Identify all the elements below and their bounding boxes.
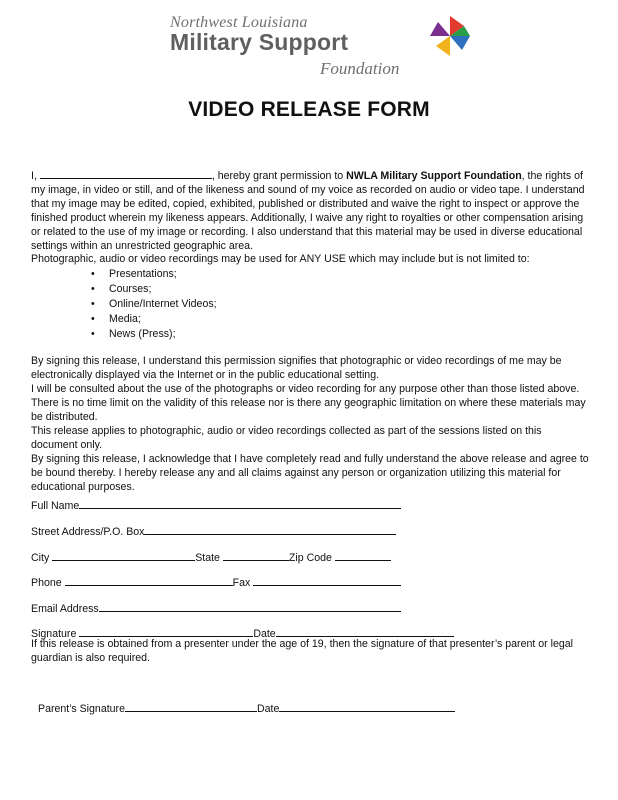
intro-paragraph: I, , hereby grant permission to NWLA Military Support Foundation, the rights of my image, in video or still, and of the likeness and sound of my voice as recorded on audio or video tape. I understand that my image may be edited, copied, exhibited, published or distributed and waive the right to inspect or approve the finished product wherein my likeness appears. Additionally, I waive any right to royalties or other compensation arising or related to the use of my image or recording. I also understand that this material may be used in diverse educational settings within an unrestricted geographic area. [31,170,585,252]
release-body [31,168,589,494]
pinwheel-blade-blue [450,36,470,50]
full-name-row [31,498,401,512]
pinwheel-blade-purple [430,22,450,36]
city-label: City [31,552,50,564]
list-item: • Media; [91,312,589,327]
state-label: State [195,552,220,564]
pinwheel-blade-yellow [436,36,450,56]
full-name-field[interactable] [79,498,401,509]
state-field[interactable] [223,550,289,561]
parent-signature-field[interactable] [125,701,257,712]
participant-name-blank[interactable] [40,168,212,179]
list-item: • Presentations; [91,267,589,282]
street-row [31,524,396,538]
signature-label: Signature [31,628,77,640]
parent-signature-row [38,701,455,715]
pinwheel-icon [428,12,472,60]
parent-signature-label: Parent’s Signature [38,703,125,715]
logo-foundation-text: Foundation [320,59,400,78]
phone-label: Phone [31,577,62,589]
zip-label: Zip Code [288,552,332,564]
org-name: NWLA Military Support Foundation [346,170,522,182]
uses-list [31,267,589,342]
foundation-logo [170,14,470,82]
form-title: VIDEO RELEASE FORM [188,98,430,121]
signature-date-label: Date [253,628,276,640]
logo-region-text: Northwest Louisiana [170,14,308,31]
signature-date-field[interactable] [276,626,454,637]
fax-field[interactable] [253,575,401,586]
phone-field[interactable] [65,575,233,586]
list-item: • Courses; [91,282,589,297]
street-label: Street Address/P.O. Box [31,526,145,538]
full-name-label: Full Name [31,500,80,512]
city-field[interactable] [52,550,195,561]
city-state-zip-row [31,550,391,564]
logo-name-text: Military Support [170,29,349,55]
list-item: • Online/Internet Videos; [91,297,589,312]
minor-note: If this release is obtained from a presenter under the age of 19, then the signature of that presenter’s parent or legal guardian is also required. [31,638,573,664]
uses-intro: Photographic, audio or video recordings may be used for ANY USE which may include but is not limited to: [31,253,530,266]
street-field[interactable] [144,524,396,535]
email-field[interactable] [99,601,401,612]
paragraph-consultation: I will be consulted about the use of the photographs or video recording for any purpose other than those listed above. [31,383,580,396]
email-row [31,601,401,615]
phone-fax-row [31,575,401,589]
paragraph-scope: This release applies to photographic, audio or video recordings collected as part of the sessions listed on this document only. [31,424,542,451]
zip-field[interactable] [335,550,391,561]
signature-field[interactable] [79,626,253,637]
paragraph-time-limit: There is no time limit on the validity of this release nor is there any geographic limitation on where these materials may be distributed. [31,397,586,423]
paragraph-acknowledgement: By signing this release, I acknowledge that I have completely read and fully understand the above release and agree to be bound thereby. I hereby release any and all claims against any person or organization utilizing this material for educational purposes. [31,452,589,493]
email-label: Email Address [31,603,99,615]
parent-date-label: Date [256,703,280,715]
parent-date-field[interactable] [279,701,455,712]
paragraph-electronic-display: By signing this release, I understand this permission signifies that photographic or video recordings of me may be electronically displayed via the Internet or in the public educational setting. [31,355,562,382]
list-item: • News (Press); [91,327,589,342]
fax-label: Fax [232,577,251,589]
